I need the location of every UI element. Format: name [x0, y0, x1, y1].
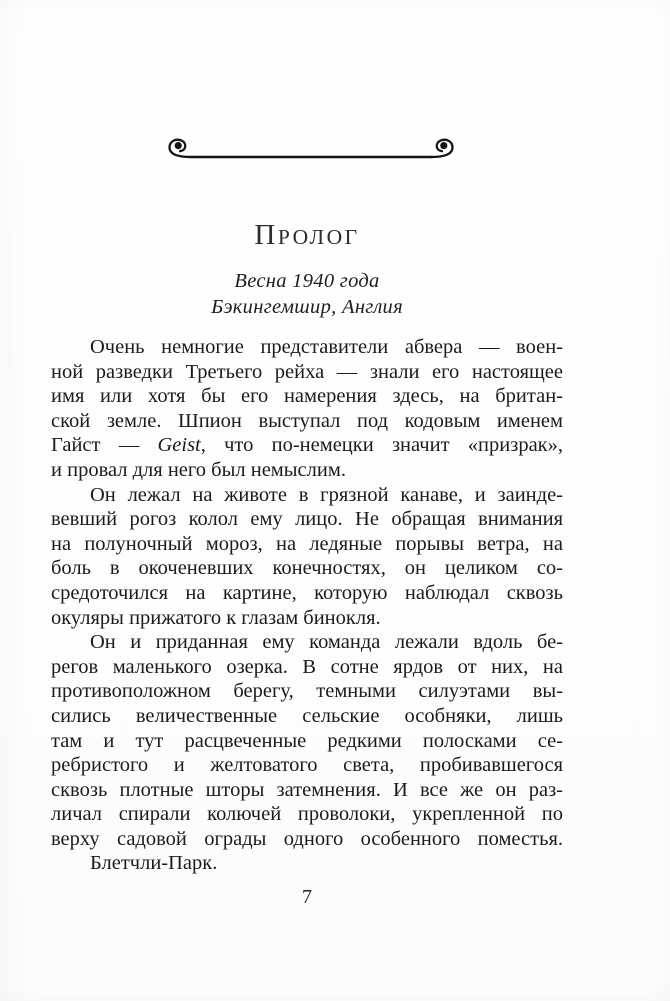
text-line — [51, 827, 563, 852]
heading-small-caps: РОЛОГ — [277, 225, 360, 249]
text-line — [51, 851, 563, 876]
text-segment: Он и приданная ему команда лежали вдоль бе- — [90, 631, 563, 654]
text-segment: личал спирали колючей проволоки, укрепленной по — [51, 803, 563, 826]
chapter-heading — [51, 215, 563, 252]
epigraph-line: Бэкингемшир, Англия — [211, 295, 403, 318]
text-segment: противоположном берегу, темными силуэтами вы- — [51, 680, 563, 703]
text-line — [51, 384, 563, 409]
epigraph — [51, 269, 563, 320]
text-line — [51, 507, 563, 532]
text-segment: регов маленького озерка. В сотне ярдов от них, на — [51, 655, 563, 678]
text-line — [51, 729, 563, 754]
text-segment: ской земле. Шпион выступал под кодовым именем — [51, 409, 563, 432]
text-line — [51, 409, 563, 434]
text-segment: сквозь плотные шторы затемнения. И все же он раз- — [51, 778, 563, 801]
text-segment: Очень немногие представители абвера — воен- — [90, 336, 563, 358]
text-line — [51, 532, 563, 557]
body-text — [51, 335, 563, 876]
text-segment: , что по-немецки значит «призрак», — [200, 434, 564, 457]
text-line — [51, 360, 563, 385]
text-segment: ребристого и желтоватого света, пробивавшегося — [51, 754, 563, 777]
flourish-rule-svg — [160, 136, 462, 162]
text-line — [51, 679, 563, 704]
text-line — [51, 458, 563, 483]
text-line — [51, 704, 563, 729]
text-segment: верху садовой ограды одного особенного поместья. — [51, 827, 563, 850]
text-line — [51, 556, 563, 581]
epigraph-line: Весна 1940 года — [234, 270, 380, 292]
text-line — [51, 753, 563, 778]
text-line — [51, 630, 563, 655]
text-segment: сились величественные сельские особняки, лишь — [51, 704, 563, 727]
text-line — [51, 581, 563, 606]
text-line — [51, 606, 563, 631]
text-line — [51, 655, 563, 680]
text-segment: Блетчли-Парк. — [90, 852, 218, 875]
text-line — [51, 335, 563, 360]
page-number: 7 — [302, 886, 312, 908]
text-segment: боль в окоченевших конечностях, он целиком со- — [51, 557, 563, 580]
flourish-divider-icon — [160, 136, 462, 162]
text-segment: окуляры прижатого к глазам бинокля. — [51, 606, 381, 629]
italic-text: Geist — [157, 434, 201, 457]
text-segment: ной разведки Третьего рейха — знали его настоящее — [51, 360, 563, 383]
text-segment: и провал для него был немыслим. — [51, 458, 346, 481]
text-segment: Он лежал на животе в грязной канаве, и заинде- — [90, 483, 563, 506]
text-line — [51, 433, 563, 458]
text-segment: имя или хотя бы его намерения здесь, на британ- — [51, 385, 563, 408]
text-segment: на полуночный мороз, на ледяные порывы ветра, на — [51, 532, 563, 555]
text-segment: вевший рогоз колол ему лицо. Не обращая внимания — [51, 508, 563, 531]
heading-initial-letter: П — [254, 219, 278, 251]
text-line — [51, 483, 563, 508]
text-segment: там и тут расцвеченные редкими полосками се- — [51, 729, 563, 752]
text-segment: средоточился на картине, которую наблюдал сквозь — [51, 581, 563, 604]
text-segment: Гайст — — [51, 434, 158, 457]
text-line — [51, 802, 563, 827]
text-line — [51, 778, 563, 803]
